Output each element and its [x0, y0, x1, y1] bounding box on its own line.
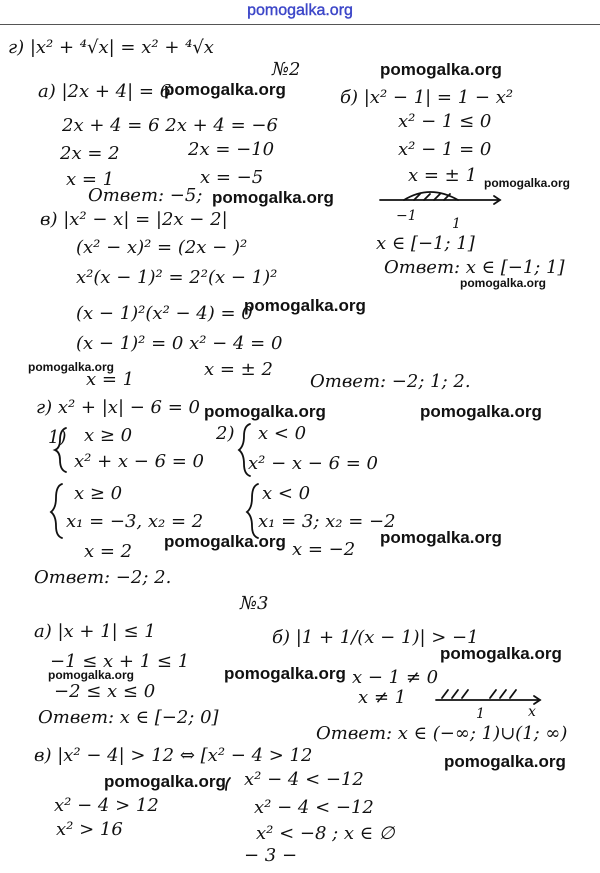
watermark: pomogalka.org — [380, 60, 502, 79]
case-one-condition: x ≥ 0 — [84, 425, 133, 446]
line-2b-roots: x = ± 1 — [408, 165, 477, 186]
watermark: pomogalka.org — [440, 644, 562, 663]
line-3a-answer: Ответ: x ∈ [−2; 0] — [38, 707, 219, 728]
line-2g-equation: г) x² + |x| − 6 = 0 — [36, 397, 200, 418]
line-3a-result: −2 ≤ x ≤ 0 — [54, 681, 156, 702]
watermark: pomogalka.org — [224, 664, 346, 683]
number-line-label-one: 1 — [452, 216, 461, 232]
watermark: pomogalka.org — [164, 532, 286, 551]
line-problem-g-intro: г) |x² + ⁴√x| = x² + ⁴√x — [8, 37, 214, 58]
line-3v-case-two: x² − 4 < −12 — [244, 769, 364, 790]
page-number: − 3 − — [244, 845, 298, 866]
line-2a-step-right: 2x = −10 — [188, 139, 275, 160]
case-two-roots: x₁ = 3; x₂ = −2 — [258, 511, 396, 532]
case-two-result: x = −2 — [292, 539, 356, 560]
watermark: pomogalka.org — [164, 80, 286, 99]
line-2a-root-left: x = 1 — [66, 169, 115, 190]
watermark: pomogalka.org — [48, 668, 135, 682]
watermark: pomogalka.org — [244, 296, 366, 315]
line-3b-domain-result: x ≠ 1 — [358, 687, 407, 708]
case-one-system-cond: x ≥ 0 — [74, 483, 123, 504]
case-one-roots: x₁ = −3, x₂ = 2 — [66, 511, 204, 532]
line-3v-second-result: x² < −8 ; x ∈ ∅ — [256, 823, 395, 844]
line-2a-equation: а) |2x + 4| = 6 — [38, 81, 172, 102]
line-3v-first-case: x² − 4 > 12 — [54, 795, 159, 816]
line-2v-product: (x − 1)²(x² − 4) = 0 — [76, 303, 253, 324]
watermark: pomogalka.org — [420, 402, 542, 421]
line-2g-answer: Ответ: −2; 2. — [34, 567, 172, 588]
watermark: pomogalka.org — [444, 752, 566, 771]
case-two-equation: x² − x − 6 = 0 — [248, 453, 378, 474]
brace-case-one — [55, 428, 66, 472]
case-one-result: x = 2 — [84, 541, 133, 562]
case-two-system-cond: x < 0 — [262, 483, 311, 504]
line-2v-square: (x² − x)² = (2x − )² — [76, 237, 248, 258]
line-3b-inequality: б) |1 + 1/(x − 1)| > −1 — [272, 627, 479, 648]
watermark: pomogalka.org — [28, 360, 115, 374]
line-2b-answer: Ответ: x ∈ [−1; 1] — [384, 257, 565, 278]
watermark: pomogalka.org — [104, 772, 226, 791]
case-two-condition: x < 0 — [258, 423, 307, 444]
line-2b-eq: x² − 1 = 0 — [398, 139, 492, 160]
line-3v-first-result: x² > 16 — [56, 819, 123, 840]
line-2a-step-left: 2x = 2 — [60, 143, 120, 164]
line-2b-ineq: x² − 1 ≤ 0 — [398, 111, 492, 132]
brace-case-two-system — [247, 484, 258, 538]
watermark: pomogalka.org — [204, 402, 326, 421]
site-header-link[interactable]: pomogalka.org — [247, 2, 353, 19]
line-2v-equation: в) |x² − x| = |2x − 2| — [40, 209, 228, 230]
line-3a-double: −1 ≤ x + 1 ≤ 1 — [50, 651, 190, 672]
line-3b-domain: x − 1 ≠ 0 — [352, 667, 439, 688]
line-2a-root-right: x = −5 — [200, 167, 264, 188]
number-line-label-minus-one: −1 — [396, 208, 417, 224]
line-3v-inequality: в) |x² − 4| > 12 ⇔ [x² − 4 > 12 — [34, 745, 313, 766]
watermark: pomogalka.org — [212, 188, 334, 207]
case-two-label: 2) — [216, 423, 235, 444]
line-2v-root-right: x = ± 2 — [204, 359, 273, 380]
number-line-3b-axis: x — [528, 704, 536, 720]
watermark: pomogalka.org — [460, 276, 547, 290]
line-2a-cases: 2x + 4 = 6 2x + 4 = −6 — [62, 115, 278, 136]
line-2v-factor: x²(x − 1)² = 2²(x − 1)² — [76, 267, 278, 288]
line-2v-answer: Ответ: −2; 1; 2. — [310, 371, 471, 392]
watermark: pomogalka.org — [380, 528, 502, 547]
heading-number-2: №2 — [272, 59, 301, 80]
case-one-equation: x² + x − 6 = 0 — [74, 451, 204, 472]
line-2a-answer: Ответ: −5; — [88, 185, 203, 206]
brace-case-one-system — [51, 484, 62, 538]
case-one-label: 1) — [48, 427, 67, 448]
line-2b-interval: x ∈ [−1; 1] — [376, 233, 475, 254]
watermark: pomogalka.org — [484, 176, 571, 190]
line-2b-equation: б) |x² − 1| = 1 − x² — [340, 87, 514, 108]
line-3b-answer: Ответ: x ∈ (−∞; 1)∪(1; ∞) — [316, 723, 568, 744]
heading-number-3: №3 — [240, 593, 269, 614]
number-line-3b-point: 1 — [476, 706, 485, 722]
number-line-3b-hatch — [442, 690, 448, 698]
bracket-3v — [226, 778, 230, 790]
line-3v-second-case: x² − 4 < −12 — [254, 797, 374, 818]
brace-case-two — [239, 424, 250, 476]
line-2v-root-left: x = 1 — [86, 369, 135, 390]
line-2v-split: (x − 1)² = 0 x² − 4 = 0 — [76, 333, 283, 354]
line-3a-inequality: а) |x + 1| ≤ 1 — [34, 621, 156, 642]
